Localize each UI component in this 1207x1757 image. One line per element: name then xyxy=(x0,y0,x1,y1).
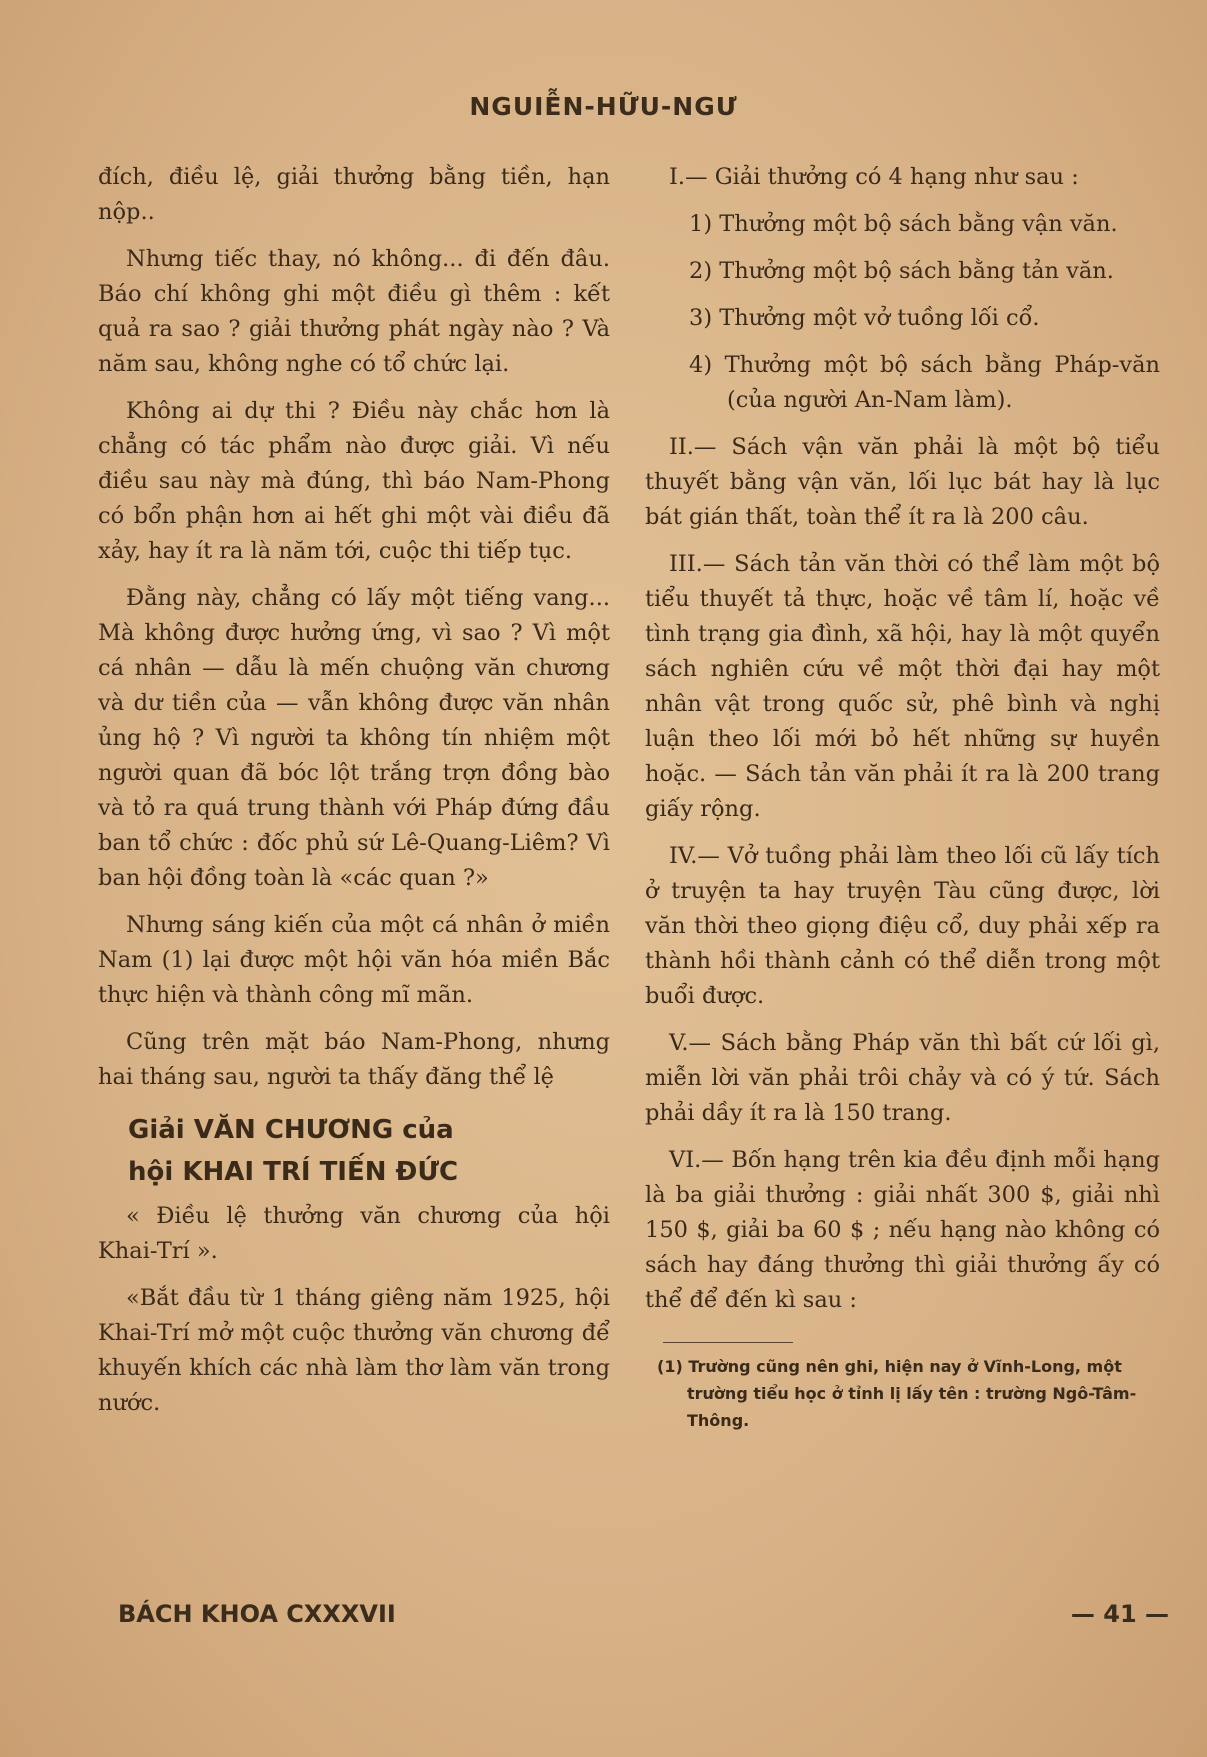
section-heading xyxy=(98,1109,610,1193)
magazine-footer: BÁCH KHOA CXXXVII xyxy=(118,1600,396,1628)
paragraph: Không ai dự thi ? Điều này chắc hơn là chẳng có tác phẩm nào được giải. Vì nếu điều sau này mà đúng, thì báo Nam-Phong có bổn phận hơn ai hết ghi một vài điều đã xảy, hay ít ra là năm tới, cuộc thi tiếp tục. xyxy=(98,398,610,564)
right-column xyxy=(645,160,1160,1434)
rule-section: II.— Sách vận văn phải là một bộ tiểu thuyết bằng vận văn, lối lục bát hay là lục bát gián thất, toàn thể ít ra là 200 câu. xyxy=(645,434,1160,530)
list-item: 2) Thưởng một bộ sách bằng tản văn. xyxy=(689,258,1114,284)
rule-section: III.— Sách tản văn thời có thể làm một bộ tiểu thuyết tả thực, hoặc về tâm lí, hoặc về tình trạng gia đình, xã hội, hay là một quyển sách nghiên cứu về một thời đại hay một nhân vật trong quốc sử, phê bình và nghị luận theo lối mới bỏ hết những sự huyền hoặc. — Sách tản văn phải ít ra là 200 trang giấy rộng. xyxy=(645,551,1160,822)
paragraph: Cũng trên mặt báo Nam-Phong, nhưng hai tháng sau, người ta thấy đăng thể lệ xyxy=(98,1029,610,1090)
rule-section: IV.— Vở tuồng phải làm theo lối cũ lấy tích ở truyện ta hay truyện Tàu cũng được, lời văn thời theo giọng điệu cổ, duy phải xếp ra thành hồi thành cảnh có thể diễn trong một buổi được. xyxy=(645,843,1160,1009)
footnote-divider xyxy=(663,1342,793,1343)
left-column xyxy=(98,160,610,1433)
heading-line: hội KHAI TRÍ TIẾN ĐỨC xyxy=(128,1157,459,1187)
rule-section: VI.— Bốn hạng trên kia đều định mỗi hạng là ba giải thưởng : giải nhất 300 $, giải nhì 150 $, giải ba 60 $ ; nếu hạng nào không có sách hay đáng thưởng thì giải thưởng ấy có thể để đến kì sau : xyxy=(645,1147,1160,1313)
list-item: 3) Thưởng một vở tuồng lối cổ. xyxy=(689,305,1040,331)
page-number: — 41 — xyxy=(1070,1600,1169,1628)
paragraph: « Điều lệ thưởng văn chương của hội Khai-Trí ». xyxy=(98,1203,610,1264)
paragraph: đích, điều lệ, giải thưởng bằng tiền, hạn nộp.. xyxy=(98,164,610,225)
rule-section: I.— Giải thưởng có 4 hạng như sau : xyxy=(669,164,1079,190)
paragraph: «Bắt đầu từ 1 tháng giêng năm 1925, hội Khai-Trí mở một cuộc thưởng văn chương để khuyến khích các nhà làm thơ làm văn trong nước. xyxy=(98,1285,610,1416)
paragraph: Nhưng sáng kiến của một cá nhân ở miền Nam (1) lại được một hội văn hóa miền Bắc thực hiện và thành công mĩ mãn. xyxy=(98,912,610,1008)
page-header: NGUIỄN-HỮU-NGƯ xyxy=(469,92,738,121)
list-item: 1) Thưởng một bộ sách bằng vận văn. xyxy=(689,211,1118,237)
paragraph: Nhưng tiếc thay, nó không... đi đến đâu. Báo chí không ghi một điều gì thêm : kết quả ra sao ? giải thưởng phát ngày nào ? Và năm sau, không nghe có tổ chức lại. xyxy=(98,246,610,377)
rule-section: V.— Sách bằng Pháp văn thì bất cứ lối gì, miễn lời văn phải trôi chảy và có ý tứ. Sách phải dầy ít ra là 150 trang. xyxy=(645,1030,1160,1126)
footnote: (1) Trường cũng nên ghi, hiện nay ở Vĩnh-Long, một trường tiểu học ở tỉnh lị lấy tên : trường Ngô-Tâm-Thông. xyxy=(657,1357,1137,1430)
list-item: 4) Thưởng một bộ sách bằng Pháp-văn (của người An-Nam làm). xyxy=(689,352,1160,413)
paragraph: Đằng này, chẳng có lấy một tiếng vang... Mà không được hưởng ứng, vì sao ? Vì một cá nhân — dẫu là mến chuộng văn chương và dư tiền của — vẫn không được văn nhân ủng hộ ? Vì người ta không tín nhiệm một người quan đã bóc lột trắng trợn đồng bào và tỏ ra quá trung thành với Pháp đứng đầu ban tổ chức : đốc phủ sứ Lê-Quang-Liêm? Vì ban hội đồng toàn là «các quan ?» xyxy=(98,585,610,891)
heading-line: Giải VĂN CHƯƠNG của xyxy=(128,1115,454,1145)
